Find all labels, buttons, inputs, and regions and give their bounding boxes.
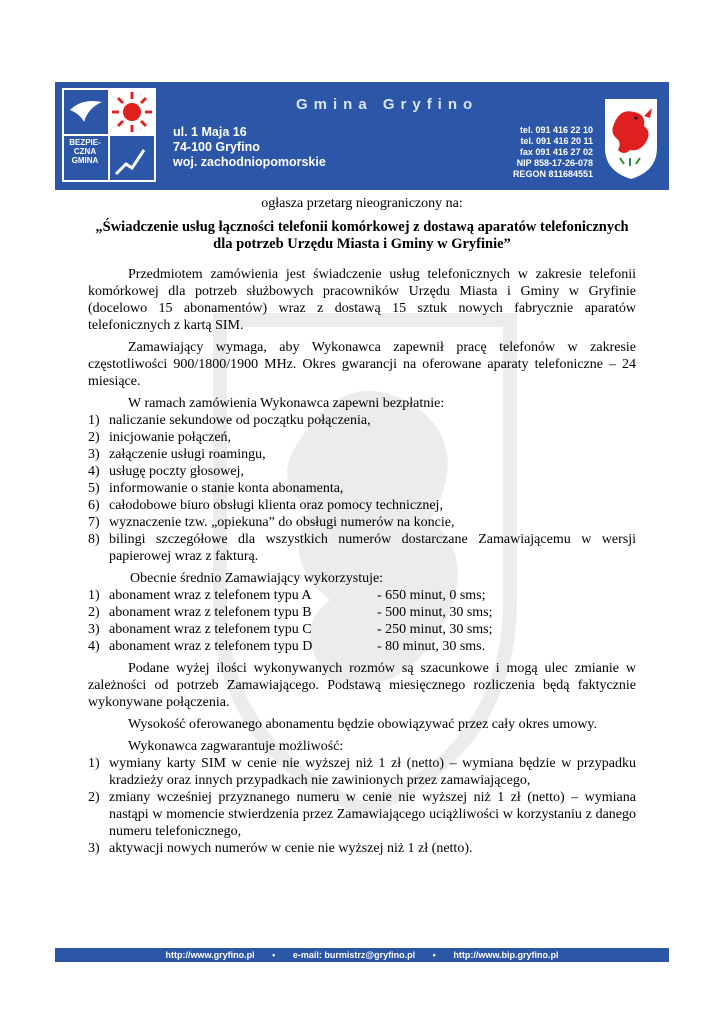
list-number: 1) <box>88 588 100 603</box>
list-number: 1) <box>88 413 100 428</box>
griffin-crest-icon <box>600 94 662 184</box>
list-item <box>88 587 636 604</box>
list-item <box>88 604 636 621</box>
list-number: 1) <box>88 756 100 771</box>
list-item <box>88 789 636 840</box>
list-item <box>88 480 636 497</box>
address-block <box>173 125 326 170</box>
list-item <box>88 429 636 446</box>
address-line: 74-100 Gryfino <box>173 140 260 154</box>
list-text: całodobowe biuro obsługi klienta oraz pomocy technicznej, <box>109 498 443 513</box>
intro-line: ogłasza przetarg nieograniczony na: <box>261 196 463 211</box>
footer-band <box>55 948 669 962</box>
contact-line: tel. 091 416 22 10 <box>519 125 593 135</box>
guarantees-list <box>88 755 636 857</box>
list-item <box>88 514 636 531</box>
list-item <box>88 412 636 429</box>
paragraph-free-services-intro: W ramach zamówienia Wykonawca zapewni bezpłatnie: <box>128 396 445 411</box>
usage-value: - 650 minut, 0 sms; <box>377 588 486 603</box>
list-text: informowanie o stanie konta abonamenta, <box>109 481 344 496</box>
list-item <box>88 531 636 565</box>
tender-title-line: „Świadczenie usług łączności telefonii komórkowej z dostawą aparatów telefonicznych <box>95 219 629 235</box>
usage-value: - 500 minut, 30 sms; <box>377 605 493 620</box>
contact-line: REGON 811684551 <box>512 169 593 179</box>
list-number: 7) <box>88 515 100 530</box>
contact-line: NIP 858-17-26-078 <box>516 158 593 168</box>
bip-link[interactable]: http://www.bip.gryfino.pl <box>453 950 559 960</box>
tender-title-line: dla potrzeb Urzędu Miasta i Gminy w Gryfinie” <box>213 236 511 252</box>
usage-list <box>88 587 636 655</box>
list-number: 2) <box>88 605 100 620</box>
contact-block <box>513 125 593 180</box>
address-line: woj. zachodniopomorskie <box>173 155 326 169</box>
usage-label: abonament wraz z telefonem typu A <box>109 588 312 603</box>
list-number: 8) <box>88 532 100 547</box>
list-number: 6) <box>88 498 100 513</box>
list-number: 4) <box>88 464 100 479</box>
list-text: usługę poczty głosowej, <box>109 464 244 479</box>
document-body <box>88 266 636 862</box>
list-text: aktywacji nowych numerów w cenie nie wyższej niż 1 zł (netto). <box>109 841 473 856</box>
list-number: 2) <box>88 430 100 445</box>
tender-title <box>88 219 636 253</box>
paragraph-estimates: Podane wyżej ilości wykonywanych rozmów są szacunkowe i mogą ulec zmianie w zależności od potrzeb Zamawiającego. Podstawą miesięcznego rozliczenia będą faktycznie wykonywane połączenia. <box>88 661 636 710</box>
list-item <box>88 638 636 655</box>
list-text: załączenie usługi roamingu, <box>109 447 266 462</box>
list-number: 3) <box>88 447 100 462</box>
address-line: ul. 1 Maja 16 <box>173 125 247 139</box>
list-number: 3) <box>88 622 100 637</box>
list-item <box>88 463 636 480</box>
paragraph-guarantees-intro: Wykonawca zagwarantuje możliwość: <box>128 739 344 754</box>
paragraph-scope: Przedmiotem zamówienia jest świadczenie usług telefonicznych w zakresie telefonii komórkowej dla potrzeb służbowych pracowników Urzędu Miasta i Gminy w Gryfinie (docelowo 15 abonamentów) wraz z dostawą 15 sztuk nowych fabrycznie aparatów telefonicznych z kartą SIM. <box>88 267 636 333</box>
list-item <box>88 621 636 638</box>
list-item <box>88 840 636 857</box>
paragraph-requirements: Zamawiający wymaga, aby Wykonawca zapewnił pracę telefonów w zakresie częstotliwości 900/1800/1900 MHz. Okres gwarancji na oferowane aparaty telefoniczne – 24 miesiące. <box>88 340 636 389</box>
list-number: 3) <box>88 841 100 856</box>
logo-text: BEZPIE-CZNA GMINA <box>69 138 101 165</box>
list-text: bilingi szczegółowe dla wszystkich numerów dostarczane Zamawiającemu w wersji papierowej wraz z fakturą. <box>109 532 636 564</box>
logo-icon <box>62 88 156 182</box>
paragraph-usage-intro: Obecnie średnio Zamawiający wykorzystuje: <box>130 571 384 586</box>
separator-dot: • <box>432 950 436 960</box>
usage-label: abonament wraz z telefonem typu D <box>109 639 313 654</box>
usage-label: abonament wraz z telefonem typu C <box>109 622 312 637</box>
list-text: inicjowanie połączeń, <box>109 430 232 445</box>
municipality-title: Gmina Gryfino <box>296 96 479 113</box>
free-services-list <box>88 412 636 565</box>
usage-value: - 80 minut, 30 sms. <box>377 639 486 654</box>
website-link[interactable]: http://www.gryfino.pl <box>165 950 255 960</box>
list-item <box>88 497 636 514</box>
list-text: zmiany wcześniej przyznanego numeru w cenie nie wyższej niż 1 zł (netto) – wymiana nastąpi w momencie stwierdzenia przez Zamawiającego uciążliwości w korzystaniu z danego numeru telefonicznego, <box>109 790 636 839</box>
list-item <box>88 446 636 463</box>
separator-dot: • <box>272 950 276 960</box>
contact-line: fax 091 416 27 02 <box>519 147 593 157</box>
email-link[interactable]: e-mail: burmistrz@gryfino.pl <box>292 950 416 960</box>
list-text: wyznaczenie tzw. „opiekuna” do obsługi numerów na koncie, <box>109 515 455 530</box>
list-text: naliczanie sekundowe od początku połączenia, <box>109 413 371 428</box>
list-text: wymiany karty SIM w cenie nie wyższej niż 1 zł (netto) – wymiana będzie w przypadku kradzieży oraz innych przypadkach nie zawinionych przez zamawiającego, <box>109 756 636 788</box>
list-number: 2) <box>88 790 100 805</box>
usage-label: abonament wraz z telefonem typu B <box>109 605 312 620</box>
list-number: 5) <box>88 481 100 496</box>
bezpieczna-gmina-logo <box>62 88 156 182</box>
list-item <box>88 755 636 789</box>
list-number: 4) <box>88 639 100 654</box>
usage-value: - 250 minut, 30 sms; <box>377 622 493 637</box>
gryfino-crest <box>600 94 662 184</box>
paragraph-subscription: Wysokość oferowanego abonamentu będzie obowiązywać przez cały okres umowy. <box>128 717 598 732</box>
contact-line: tel. 091 416 20 11 <box>520 136 593 146</box>
